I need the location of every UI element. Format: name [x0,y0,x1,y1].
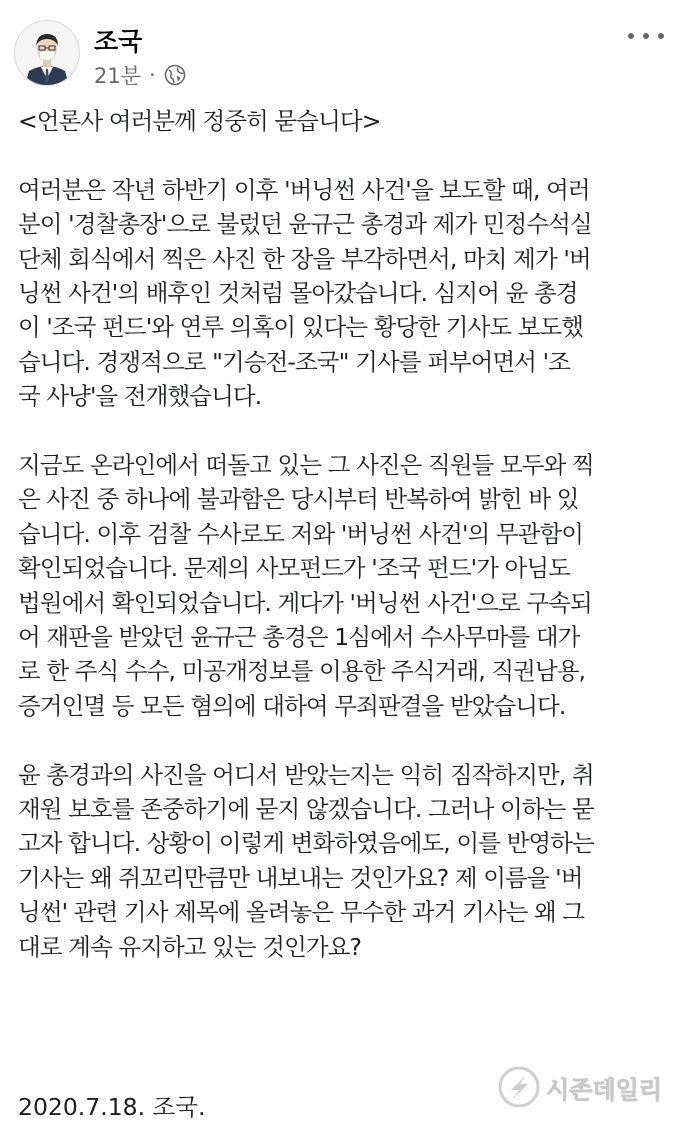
text-line: 국 사냥'을 전개했습니다. [18,382,262,411]
text-line: 고자 합니다. 상황이 이렇게 변화하였음에도, 이를 반영하는 [18,829,594,858]
meta-separator: · [149,63,156,87]
text-line: 대로 계속 유지하고 있는 것인가요? [18,932,362,961]
post-header [14,14,666,94]
sisajournal-logo-icon [498,1066,540,1108]
text-line: 습니다. 경쟁적으로 "기승전-조국" 기사를 퍼부어면서 '조 [18,347,570,376]
paragraph-1 [18,173,668,414]
paragraph-3 [18,758,668,964]
text-line: 윤 총경과의 사진을 어디서 받았는지는 익히 짐작하지만, 취 [18,760,594,789]
text-line: 은 사진 중 하나에 불과함은 당시부터 반복하여 밝힌 바 있 [18,485,579,514]
text-line: 어 재판을 받았던 윤규근 총경은 1심에서 수사무마를 대가 [18,623,580,652]
text-line: 이 '조국 펀드'와 연루 의혹이 있다는 황당한 기사도 보도했 [18,313,584,342]
watermark-text: 시존데일리 [546,1075,662,1104]
post-meta [94,62,186,88]
text-line: 기사는 왜 쥐꼬리만큼만 내보내는 것인가요? 제 이름을 '버 [18,863,583,892]
more-options-icon[interactable] [628,26,664,46]
author-name[interactable]: 조국 [94,27,143,56]
post-timestamp[interactable]: 21분 [94,64,142,88]
author-avatar[interactable] [14,20,80,86]
globe-icon[interactable] [164,64,186,86]
watermark [498,1066,662,1108]
text-line: 닝썬' 관련 기사 제목에 올려놓은 무수한 과거 기사는 왜 그 [18,898,585,927]
post-signature: 2020.7.18. 조국. [18,1093,206,1121]
text-line: 지금도 온라인에서 떠돌고 있는 그 사진은 직원들 모두와 찍 [18,451,594,480]
profile-avatar-illustration [15,21,79,85]
post-title: <언론사 여러분께 정중히 묻습니다> [18,107,381,135]
post-text [18,104,668,999]
text-line: 습니다. 이후 검찰 수사로도 저와 '버닝썬 사건'의 무관함이 [18,519,584,548]
text-line: 로 한 주식 수수, 미공개정보를 이용한 주식거래, 직권남용, [18,657,586,686]
paragraph-2 [18,448,668,723]
text-line: 법원에서 확인되었습니다. 게다가 '버닝썬 사건'으로 구속되 [18,588,592,617]
text-line: 확인되었습니다. 문제의 사모펀드가 '조국 펀드'가 아님도 [18,554,570,583]
text-line: 단체 회식에서 찍은 사진 한 장을 부각하면서, 마치 제가 '버 [18,244,591,273]
post-title-paragraph [18,104,668,138]
text-line: 분이 '경찰총장'으로 불렀던 윤규근 총경과 제가 민정수석실 [18,210,592,239]
text-line: 재원 보호를 존중하기에 묻지 않겠습니다. 그러나 이하는 묻 [18,795,594,824]
text-line: 증거인멸 등 모든 혐의에 대하여 무죄판결을 받았습니다. [18,691,566,720]
text-line: 닝썬 사건'의 배후인 것처럼 몰아갔습니다. 심지어 윤 총경 [18,279,578,308]
text-line: 여러분은 작년 하반기 이후 '버닝썬 사건'을 보도할 때, 여러 [18,175,590,204]
